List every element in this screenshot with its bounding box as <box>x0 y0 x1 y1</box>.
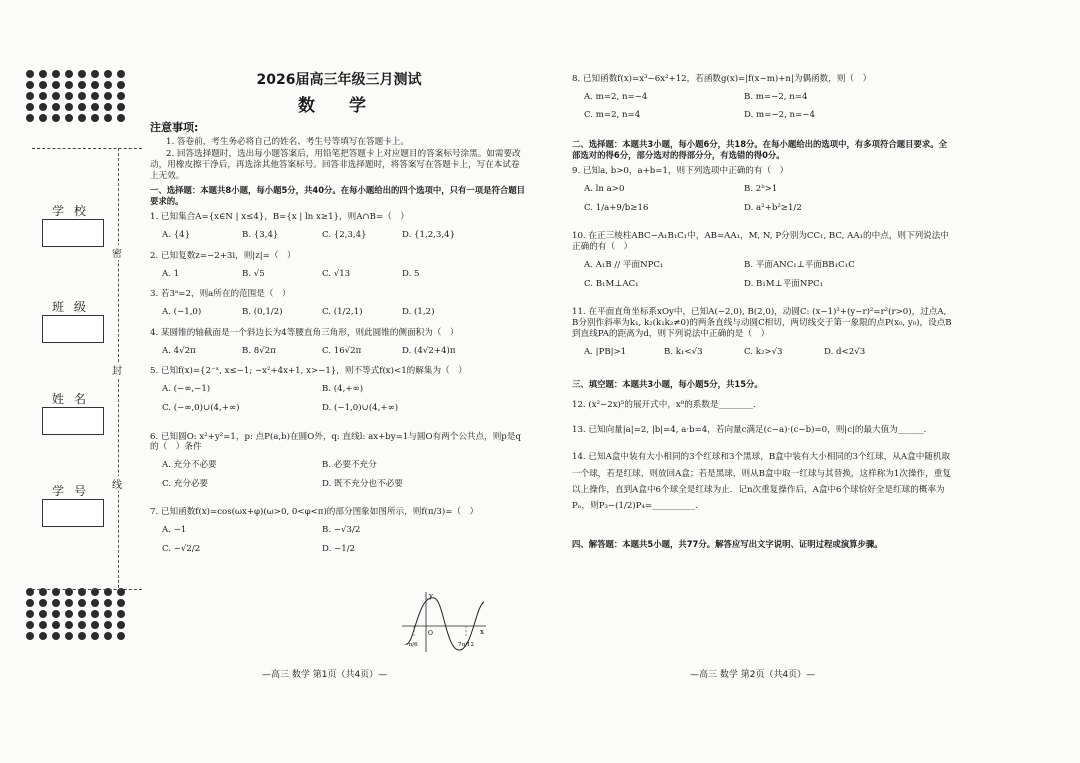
dot <box>91 70 99 78</box>
section-2-heading: 二、选择题：本题共3小题，每小题6分，共18分。在每小题给出的选项中，有多项符合题目要求。全部选对的得6分，部分选对的得部分分，有选错的得0分。 <box>572 139 948 160</box>
answer-option: A. 充分不必要 <box>162 459 217 470</box>
dot <box>26 103 34 111</box>
answer-option: A. (−∞,−1) <box>162 384 211 395</box>
right-questions-1 <box>572 74 952 129</box>
right-question-options <box>584 92 952 129</box>
dot <box>26 610 34 618</box>
section-3-heading: 三、填空题：本题共3小题，每小题5分，共15分。 <box>572 379 763 390</box>
dot <box>39 621 47 629</box>
fill-question-13: 13. 已知向量|a|=2, |b|=4, a·b=4，若向量c满足(c−a)·(c−b)=0，则|c|的最大值为______. <box>572 424 927 435</box>
answer-option: B. k₁<√3 <box>664 346 703 357</box>
top-dot-pattern <box>26 70 127 122</box>
name-label: 姓名 <box>51 392 96 406</box>
left-question-options <box>162 525 528 562</box>
answer-option: C. 1/a+9/b≥16 <box>584 202 649 213</box>
dot <box>65 114 73 122</box>
dot <box>104 70 112 78</box>
dot <box>91 610 99 618</box>
answer-option: B. {3,4} <box>242 230 279 241</box>
answer-option: A. 1 <box>162 268 180 279</box>
dot <box>91 114 99 122</box>
answer-option: B. m=−2, n=4 <box>744 91 808 102</box>
answer-option: C. 充分必要 <box>162 478 209 489</box>
dot <box>91 599 99 607</box>
dot <box>52 81 60 89</box>
dot <box>52 70 60 78</box>
dot <box>52 103 60 111</box>
fill-question-14: 14. 已知A盒中装有大小相同的3个红球和3个黑球，B盒中装有大小相同的3个红球，从A盒中随机取一个球，若是红球，则放回A盒；若是黑球，则从B盒中取一红球与其替换，这样称为1次操作，重复以上操作，直到A盒中6个球全是红球为止．记n次重复操作后，A盒中6个球恰好全是红球的概率为Pₙ，则P₃−(1/2)P₄=__________. <box>572 452 951 512</box>
dot <box>78 621 86 629</box>
answer-option: B. (4,+∞) <box>322 384 364 395</box>
dot <box>78 114 86 122</box>
page-2 <box>572 68 952 555</box>
cosine-graph <box>400 590 490 656</box>
dot <box>65 70 73 78</box>
footer-page-2: —高三 数学 第2页（共4页）— <box>690 670 816 680</box>
answer-option: D. d<2√3 <box>824 346 866 357</box>
dot <box>65 599 73 607</box>
binding-word-feng: 封 <box>112 362 122 377</box>
left-question-stem: 4. 某圆锥的轴截面是一个斜边长为4等腰直角三角形，则此圆锥的侧面积为（ ） <box>150 327 459 338</box>
dot <box>26 81 34 89</box>
dot <box>104 599 112 607</box>
left-question-stem: 2. 已知复数z=−2+3i，则|z|=（ ） <box>150 250 296 261</box>
dot <box>26 621 34 629</box>
answer-option: B. (0,1/2) <box>242 307 283 318</box>
dot <box>52 114 60 122</box>
answer-option: C. {2,3,4} <box>322 230 367 241</box>
dot <box>52 621 60 629</box>
dot <box>65 81 73 89</box>
answer-option: D. (4√2+4)π <box>402 345 456 356</box>
answer-option: B. 必要不充分 <box>322 459 377 470</box>
left-question-options <box>162 230 528 241</box>
fill-question-12: 12. (x²−2x)⁵的展开式中，x⁸的系数是________. <box>572 399 756 410</box>
name-box[interactable] <box>42 407 104 435</box>
right-question-options <box>584 347 952 358</box>
dot <box>26 92 34 100</box>
answer-option: B. 8√2π <box>242 345 276 356</box>
dot <box>91 632 99 640</box>
dot <box>91 81 99 89</box>
footer-page-1: —高三 数学 第1页（共4页）— <box>262 670 388 680</box>
dot <box>78 81 86 89</box>
dot <box>26 70 34 78</box>
bottom-dot-pattern <box>26 588 127 640</box>
class-box[interactable] <box>42 315 104 343</box>
exam-title: 2026届高三年级三月测试 <box>256 72 422 88</box>
dot <box>78 103 86 111</box>
dot <box>39 103 47 111</box>
answer-option: D. m=−2, n=−4 <box>744 110 815 121</box>
answer-option: D. 既不充分也不必要 <box>322 478 403 489</box>
student-id-box[interactable] <box>42 499 104 527</box>
dot <box>65 632 73 640</box>
right-questions-2 <box>572 166 952 357</box>
dot <box>52 92 60 100</box>
answer-option: A. ln a>0 <box>584 183 625 194</box>
dot <box>39 70 47 78</box>
left-question-options <box>162 384 528 421</box>
graph-origin-label: O <box>428 630 433 637</box>
dot <box>117 114 125 122</box>
answer-option: C. k₂>√3 <box>744 346 783 357</box>
page-1 <box>150 68 528 573</box>
answer-option: C. 16√2π <box>322 345 362 356</box>
dot <box>39 92 47 100</box>
notice-item-1: 1. 答卷前，考生务必将自己的姓名、考生号等填写在答题卡上。 <box>166 136 409 147</box>
dot <box>52 599 60 607</box>
school-box[interactable] <box>42 219 104 247</box>
school-label: 学校 <box>51 204 96 218</box>
answer-option: C. B₁M⊥AC₁ <box>584 278 639 289</box>
dot <box>91 103 99 111</box>
dot <box>117 599 125 607</box>
right-question-stem: 10. 在正三棱柱ABC−A₁B₁C₁中，AB=AA₁，M, N, P分别为CC₁, BC, AA₁的中点，则下列说法中正确的有（ ） <box>572 231 949 253</box>
right-question-stem: 8. 已知函数f(x)=x³−6x²+12，若函数g(x)=|f(x−m)+n|为偶函数，则（ ） <box>572 74 872 84</box>
section-1-heading: 一、选择题：本题共8小题，每小题5分，共40分。在每小题给出的四个选项中，只有一项是符合题目要求的。 <box>150 185 526 206</box>
dot <box>104 621 112 629</box>
dot <box>117 92 125 100</box>
answer-option: B. √5 <box>242 268 265 279</box>
dot <box>65 92 73 100</box>
left-question-stem: 1. 已知集合A={x∈N | x≤4}，B={x | ln x≥1}，则A∩B=（ ） <box>150 212 409 223</box>
answer-option: D. 5 <box>402 268 420 279</box>
dot <box>65 103 73 111</box>
right-question-options <box>584 184 952 221</box>
student-id-label: 学号 <box>51 484 96 498</box>
dot <box>26 599 34 607</box>
dot <box>91 621 99 629</box>
answer-option: C. −√2/2 <box>162 543 201 554</box>
dot <box>104 632 112 640</box>
class-label: 班级 <box>51 300 96 314</box>
notice-item-2: 2. 回答选择题时，选出每小题答案后，用铅笔把答题卡上对应题目的答案标号涂黑。如需要改动，用橡皮擦干净后，再选涂其他答案标号。回答非选择题时，将答案写在答题卡上，写在本试卷上无效。 <box>150 149 521 181</box>
answer-option: D. B₁M⊥平面NPC₁ <box>744 278 824 289</box>
answer-option: D. a²+b²≥1/2 <box>744 202 802 213</box>
answer-option: A. A₁B // 平面NPC₁ <box>584 259 664 270</box>
answer-option: C. (1/2,1) <box>322 307 363 318</box>
subject-title: 数 学 <box>298 95 380 116</box>
graph-right-tick: 7π/12 <box>458 642 474 648</box>
dot <box>78 92 86 100</box>
dot <box>117 70 125 78</box>
dot <box>104 610 112 618</box>
graph-x-label: x <box>480 628 484 636</box>
dot <box>39 114 47 122</box>
dot <box>39 632 47 640</box>
dot <box>117 621 125 629</box>
dot <box>117 103 125 111</box>
right-question-stem: 9. 已知a, b>0，a+b=1，则下列选项中正确的有（ ） <box>572 166 789 177</box>
section-4-heading: 四、解答题：本题共5小题，共77分。解答应写出文字说明、证明过程或演算步骤。 <box>572 538 883 549</box>
dot <box>65 621 73 629</box>
dot <box>117 610 125 618</box>
answer-option: D. −1/2 <box>322 543 356 554</box>
answer-option: A. |PB|>1 <box>584 346 627 357</box>
answer-option: D. (1,2) <box>402 307 435 318</box>
answer-option: C. (−∞,0)∪(4,+∞) <box>162 402 240 413</box>
dot <box>104 114 112 122</box>
answer-option: A. −1 <box>162 525 187 536</box>
dot <box>104 103 112 111</box>
dot <box>52 632 60 640</box>
dot <box>65 610 73 618</box>
dot <box>26 632 34 640</box>
left-question-options <box>162 346 528 357</box>
left-question-options <box>162 269 528 280</box>
left-question-options <box>162 460 528 497</box>
left-question-stem: 7. 已知函数f(x)=cos(ωx+φ)(ω>0, 0<φ<π)的部分图象如图所示，则f(π/3)=（ ） <box>150 507 479 518</box>
dot <box>117 81 125 89</box>
dot <box>104 92 112 100</box>
dot <box>117 632 125 640</box>
answer-option: A. {4} <box>162 230 191 241</box>
right-question-options <box>584 260 952 297</box>
dot <box>78 599 86 607</box>
answer-option: A. m=2, n=−4 <box>584 91 648 102</box>
notice-heading: 注意事项: <box>150 120 199 134</box>
dot <box>39 599 47 607</box>
left-questions <box>150 212 528 562</box>
binding-word-xian: 线 <box>112 476 122 491</box>
answer-option: A. (−1,0) <box>162 307 202 318</box>
dot <box>91 92 99 100</box>
dot <box>78 70 86 78</box>
dot <box>78 632 86 640</box>
dot <box>78 610 86 618</box>
dot <box>104 81 112 89</box>
dot <box>52 610 60 618</box>
answer-option: A. 4√2π <box>162 345 196 356</box>
answer-option: B. −√3/2 <box>322 525 361 536</box>
answer-option: C. m=2, n=4 <box>584 110 641 121</box>
dot <box>39 81 47 89</box>
left-question-options <box>162 307 528 318</box>
left-question-stem: 3. 若3ᵃ=2，则a所在的范围是（ ） <box>150 289 291 300</box>
dot <box>26 114 34 122</box>
left-question-stem: 6. 已知圆O: x²+y²=1，p: 点P(a,b)在圆O外，q: 直线l: ax+by=1与圆O有两个公共点，则p是q的（ ）条件 <box>150 431 521 453</box>
right-question-stem: 11. 在平面直角坐标系xOy中，已知A(−2,0), B(2,0)，动圆C: (x−1)²+(y−r)²=r²(r>0)，过点A, B分别作斜率为k₁, k₂(k₁k₂≠0)的两条直线与动圆C相切，两切线交于第一象限的点P(x₀, y₀)，设点B到直线PA的距离为d，则下列说法中正确的是（ ） <box>572 307 952 339</box>
answer-option: C. √13 <box>322 268 351 279</box>
answer-option: B. 2ᵇ>1 <box>744 183 778 194</box>
left-question-stem: 5. 已知f(x)={2⁻ˣ, x≤−1; −x²+4x+1, x>−1}，则不等式f(x)<1的解集为（ ） <box>150 366 467 377</box>
graph-left-tick: −π/6 <box>404 642 418 648</box>
answer-option: B. 平面ANC₁⊥平面BB₁C₁C <box>744 259 855 270</box>
answer-option: D. (−1,0)∪(4,+∞) <box>322 402 399 413</box>
dot <box>39 610 47 618</box>
binding-word-mi: 密 <box>112 245 122 260</box>
answer-option: D. {1,2,3,4} <box>402 230 456 241</box>
graph-y-label: y <box>429 592 433 600</box>
